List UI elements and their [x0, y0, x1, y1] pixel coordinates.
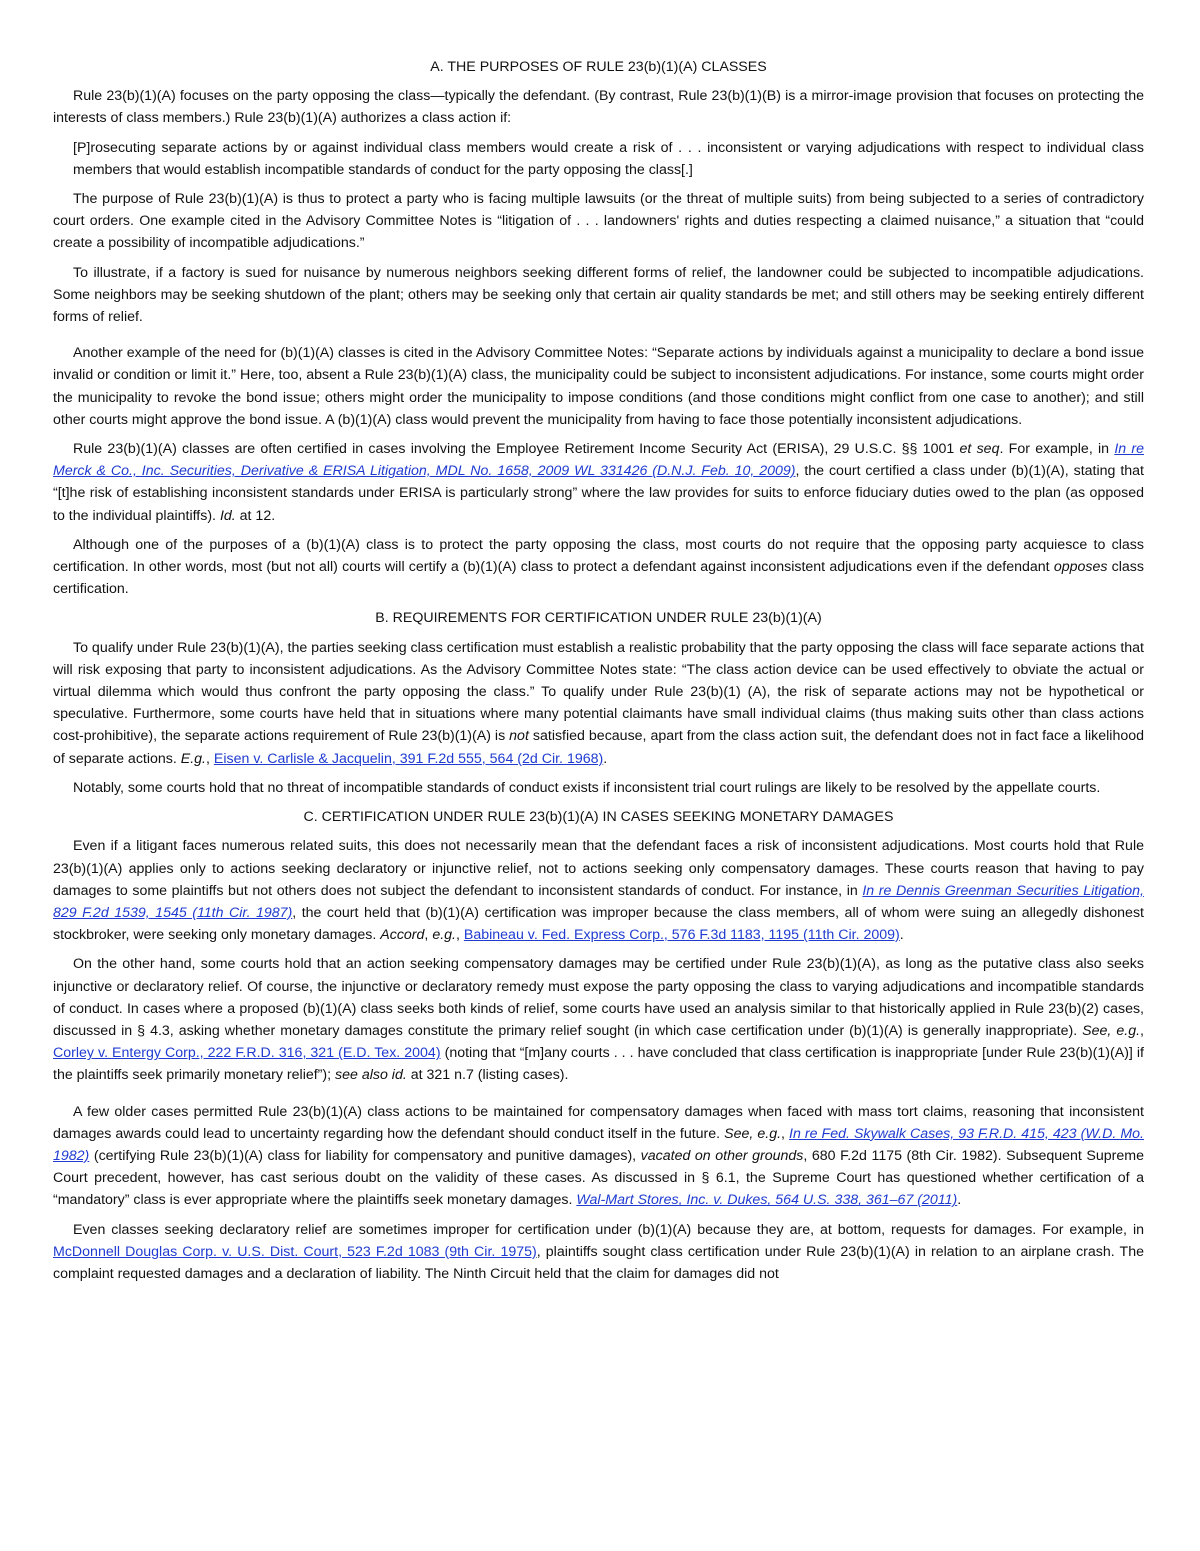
paragraph: Notably, some courts hold that no threat of incompatible standards of conduct exists if inconsistent trial court rulings are likely to be resolved by the appellate courts.: [73, 779, 1101, 796]
case-citation-link[interactable]: In re Dennis Greenman Securities Litigation, 829 F.2d 1539, 1545 (11th Cir. 1987): [53, 882, 1144, 921]
paragraph: The purpose of Rule 23(b)(1)(A) is thus to protect a party who is facing multiple lawsuits (or the threat of multiple suits) from being subjected to a series of contradictory court orders. One example cited in the Advisory Committee Notes is “litigation of . . . landowners' rights and duties respecting a claimed nuisance,” a situation that “could create a possibility of incompatible adjudications.”: [53, 191, 1144, 252]
paragraph: Rule 23(b)(1)(A) classes are often certified in cases involving the Employee Retirement Income Security Act (ERISA), 29 U.S.C. §§ 1001 et seq. For example, in In re Merck & Co., Inc. Securities, Derivative & ERISA Litigation, MDL No. 1658, 2009 WL 331426 (D.N.J. Feb. 10, 2009), the court certified a class under (b)(1)(A), stating that “[t]he risk of establishing inconsistent standards under ERISA is particularly strong” where the law provides for suits to enforce fiduciary duties owed to the plan (as opposed to the individual plaintiffs). Id. at 12.: [53, 441, 1145, 524]
case-citation-link[interactable]: Eisen v. Carlisle & Jacquelin, 391 F.2d 555, 564 (2d Cir. 1968): [213, 750, 604, 767]
block-quote: [P]rosecuting separate actions by or against individual class members would create a risk of . . . inconsistent or varying adjudications with respect to individual class members that would establish incompatible standards of conduct for the party opposing the class[.]: [73, 139, 1144, 178]
paragraph: Even if a litigant faces numerous related suits, this does not necessarily mean that the defendant faces a risk of inconsistent adjudications. Most courts hold that Rule 23(b)(1)(A) applies only to actions seeking declaratory or injunctive relief, not to actions seeking only compensatory damages. These courts reason that having to pay damages to some plaintiffs but not others does not subject the defendant to inconsistent standards of conduct. For instance, in In re Dennis Greenman Securities Litigation, 829 F.2d 1539, 1545 (11th Cir. 1987), the court held that (b)(1)(A) certification was improper because the class members, all of whom were suing an allegedly dishonest stockbroker, were seeking only monetary damages. Accord, e.g., Babineau v. Fed. Express Corp., 576 F.3d 1183, 1195 (11th Cir. 2009).: [53, 838, 1144, 944]
paragraph: On the other hand, some courts hold that an action seeking compensatory damages may be certified under Rule 23(b)(1)(A), as long as the putative class also seeks injunctive or declaratory relief. Of course, the injunctive or declaratory remedy must expose the party opposing the class to varying adjudications and incompatible standards of conduct. In cases where a proposed (b)(1)(A) class seeks both kinds of relief, some courts have used an analysis similar to that historically applied in Rule 23(b)(2) cases, discussed in § 4.3, asking whether monetary damages constitute the primary relief sought (in which case certification under (b)(1)(A) is generally inappropriate). See, e.g., Corley v. Entergy Corp., 222 F.R.D. 316, 321 (E.D. Tex. 2004) (noting that “[m]any courts . . . have concluded that class certification is inappropriate [under Rule 23(b)(1)(A)] if the plaintiffs seek primarily monetary relief”); see also id. at 321 n.7 (listing cases).: [53, 956, 1145, 1084]
case-citation-link[interactable]: Wal-Mart Stores, Inc. v. Dukes, 564 U.S. 338, 361–67 (2011): [576, 1192, 958, 1209]
paragraph: Although one of the purposes of a (b)(1)(A) class is to protect the party opposing the class, most courts do not require that the opposing party acquiesce to class certification. In other words, most (but not all) courts will certify a (b)(1)(A) class to protect a defendant against inconsistent adjudications even if the defendant opposes class certification.: [53, 536, 1144, 598]
document-page: [53, 56, 1144, 1292]
case-citation-link[interactable]: McDonnell Douglas Corp. v. U.S. Dist. Court, 523 F.2d 1083 (9th Cir. 1975): [53, 1243, 537, 1260]
case-citation-link[interactable]: Babineau v. Fed. Express Corp., 576 F.3d 1183, 1195 (11th Cir. 2009): [463, 927, 900, 944]
case-citation-link[interactable]: In re Merck & Co., Inc. Securities, Derivative & ERISA Litigation, MDL No. 1658, 2009 WL 331426 (D.N.J. Feb. 10, 2009): [53, 441, 1145, 480]
case-citation-link[interactable]: Corley v. Entergy Corp., 222 F.R.D. 316, 321 (E.D. Tex. 2004): [53, 1045, 441, 1062]
paragraph: To illustrate, if a factory is sued for nuisance by numerous neighbors seeking different forms of relief, the landowner could be subjected to incompatible adjudications. Some neighbors may be seeking shutdown of the plant; others may be seeking only that certain air quality standards be met; and still others may be seeking entirely different forms of relief.: [53, 264, 1144, 326]
case-citation-link[interactable]: In re Fed. Skywalk Cases, 93 F.R.D. 415, 423 (W.D. Mo. 1982): [53, 1125, 1144, 1164]
section-heading-a: A. THE PURPOSES OF RULE 23(b)(1)(A) CLASSES: [430, 59, 767, 75]
paragraph: Rule 23(b)(1)(A) focuses on the party opposing the class—typically the defendant. (By contrast, Rule 23(b)(1)(B) is a mirror-image provision that focuses on protecting the interests of class members.) Rule 23(b)(1)(A) authorizes a class action if:: [53, 88, 1144, 127]
paragraph: Even classes seeking declaratory relief are sometimes improper for certification under (b)(1)(A) because they are, at bottom, requests for damages. For example, in McDonnell Douglas Corp. v. U.S. Dist. Court, 523 F.2d 1083 (9th Cir. 1975), plaintiffs sought class certification under Rule 23(b)(1)(A) in relation to an airplane crash. The complaint requested damages and a declaration of liability. The Ninth Circuit held that the claim for damages did not: [53, 1221, 1145, 1282]
paragraph: Another example of the need for (b)(1)(A) classes is cited in the Advisory Committee Notes: “Separate actions by individuals against a municipality to declare a bond issue invalid or condition or limit it.” Here, too, absent a Rule 23(b)(1)(A) class, the municipality could be subject to inconsistent adjudications. For instance, some courts might order the municipality to revoke the bond issue; others might order the municipality to impose conditions (and those conditions might conflict from one case to another); and still other courts might approve the bond issue. A (b)(1)(A) class would prevent the municipality from having to face those potentially inconsistent adjudications.: [53, 345, 1144, 428]
paragraph: A few older cases permitted Rule 23(b)(1)(A) class actions to be maintained for compensatory damages when faced with mass tort claims, reasoning that inconsistent damages awards could lead to uncertainty regarding how the defendant should conduct itself in the future. See, e.g., In re Fed. Skywalk Cases, 93 F.R.D. 415, 423 (W.D. Mo. 1982) (certifying Rule 23(b)(1)(A) class for liability for compensatory and punitive damages), vacated on other grounds, 680 F.2d 1175 (8th Cir. 1982). Subsequent Supreme Court precedent, however, has cast serious doubt on the validity of these cases. As discussed in § 6.1, the Supreme Court has questioned whether certification of a “mandatory” class is ever appropriate where the plaintiffs seek monetary damages. Wal-Mart Stores, Inc. v. Dukes, 564 U.S. 338, 361–67 (2011).: [53, 1103, 1144, 1209]
section-heading-c: C. CERTIFICATION UNDER RULE 23(b)(1)(A) IN CASES SEEKING MONETARY DAMAGES: [303, 809, 894, 826]
paragraph: To qualify under Rule 23(b)(1)(A), the parties seeking class certification must establish a realistic probability that the party opposing the class will face separate actions that will risk exposing that party to inconsistent adjudications. As the Advisory Committee Notes state: “The class action device can be used effectively to obviate the actual or virtual dilemma which would thus confront the party opposing the class.” To qualify under Rule 23(b)(1) (A), the risk of separate actions may not be hypothetical or speculative. Furthermore, some courts have held that in situations where many potential claimants have small individual claims (thus making suits other than class actions cost-prohibitive), the separate actions requirement of Rule 23(b)(1)(A) is not satisfied because, apart from the class action suit, the defendant does not in fact face a likelihood of separate actions. E.g., Eisen v. Carlisle & Jacquelin, 391 F.2d 555, 564 (2d Cir. 1968).: [53, 639, 1145, 767]
section-heading-b: B. REQUIREMENTS FOR CERTIFICATION UNDER RULE 23(b)(1)(A): [375, 610, 822, 627]
